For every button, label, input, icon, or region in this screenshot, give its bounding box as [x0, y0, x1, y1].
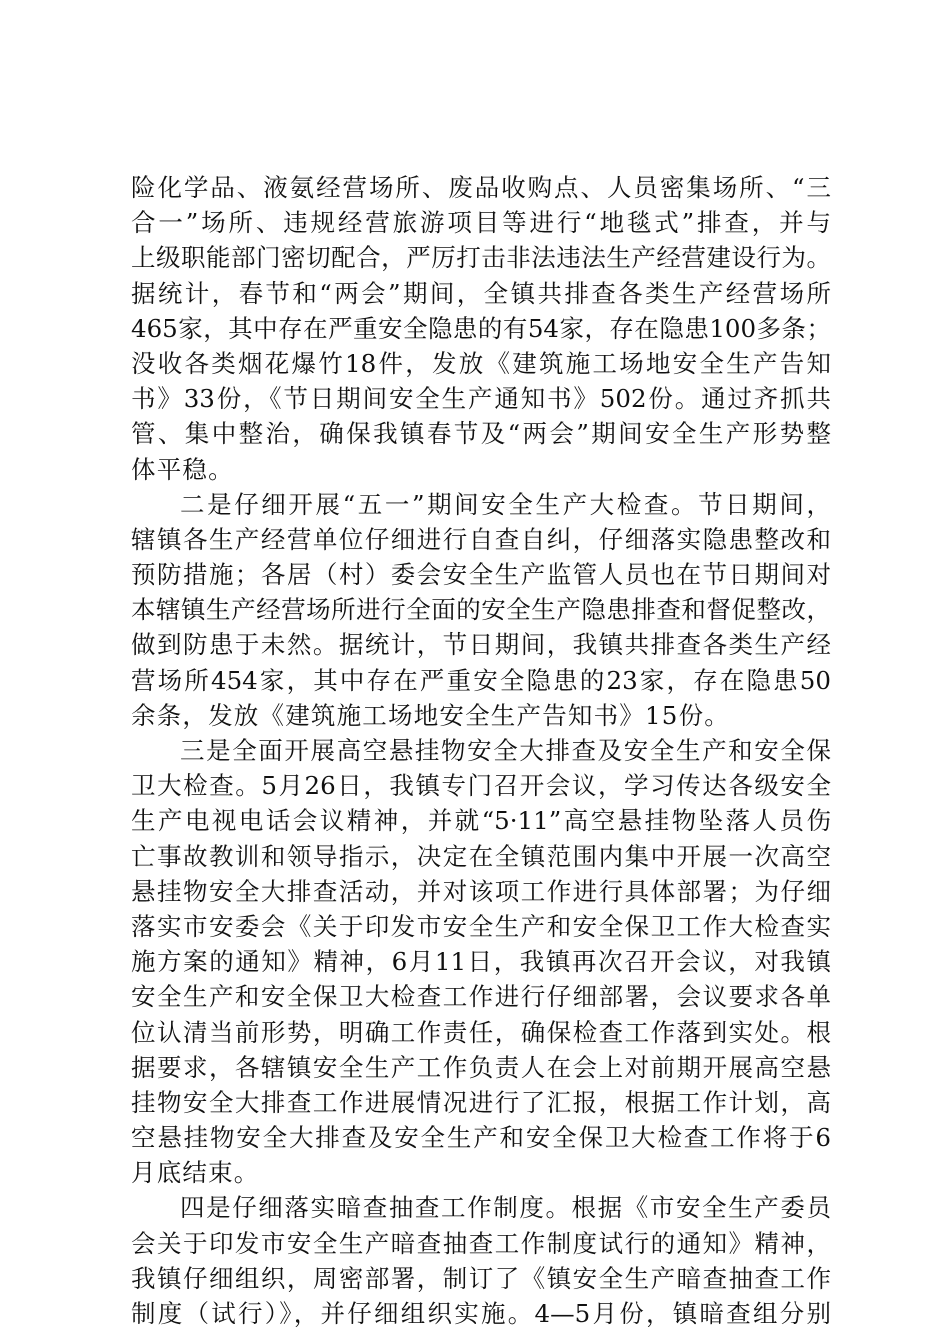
- text-line: 制度（试行）》，并仔细组织实施。4—5月份，镇暗查组分别: [131, 1299, 831, 1328]
- text-line: 会关于印发市安全生产暗查抽查工作制度试行的通知》精神，: [131, 1228, 831, 1258]
- text-line: 我镇仔细组织，周密部署，制订了《镇安全生产暗查抽查工作: [131, 1263, 831, 1293]
- text-line: 合一”场所、违规经营旅游项目等进行“地毯式”排查，并与: [131, 208, 831, 238]
- text-line: 书》33份，《节日期间安全生产通知书》502份。通过齐抓共: [131, 384, 831, 414]
- text-line: 安全生产和安全保卫大检查工作进行仔细部署，会议要求各单: [131, 982, 831, 1012]
- body-text: [131, 170, 831, 1331]
- text-line: 预防措施；各居（村）委会安全生产监管人员也在节日期间对: [131, 560, 831, 590]
- text-line: 空悬挂物安全大排查及安全生产和安全保卫大检查工作将于6: [131, 1123, 831, 1153]
- text-line: 管、集中整治，确保我镇春节及“两会”期间安全生产形势整: [131, 419, 831, 449]
- text-line: 做到防患于未然。据统计，节日期间，我镇共排查各类生产经: [131, 630, 831, 660]
- text-line: 体平稳。: [131, 454, 234, 484]
- text-line: 辖镇各生产经营单位仔细进行自查自纠，仔细落实隐患整改和: [131, 524, 831, 554]
- paragraph-first-line: 三是全面开展高空悬挂物安全大排查及安全生产和安全保: [180, 736, 831, 765]
- text-line: 本辖镇生产经营场所进行全面的安全生产隐患排查和督促整改，: [131, 595, 831, 625]
- paragraph-first-line: 四是仔细落实暗查抽查工作制度。根据《市安全生产委员: [180, 1193, 831, 1223]
- text-line: 生产电视电话会议精神，并就“5·11”高空悬挂物坠落人员伤: [131, 806, 831, 836]
- text-line: 据要求，各辖镇安全生产工作负责人在会上对前期开展高空悬: [131, 1052, 831, 1082]
- text-line: 挂物安全大排查工作进展情况进行了汇报，根据工作计划，高: [131, 1087, 831, 1117]
- paragraph-first-line: 二是仔细开展“五一”期间安全生产大检查。节日期间，: [180, 489, 831, 519]
- text-line: 月底结束。: [131, 1158, 260, 1188]
- text-line: 悬挂物安全大排查活动，并对该项工作进行具体部署；为仔细: [131, 876, 831, 906]
- text-line: 没收各类烟花爆竹18件，发放《建筑施工场地安全生产告知: [131, 348, 831, 378]
- text-line: 余条，发放《建筑施工场地安全生产告知书》15份。: [131, 700, 730, 730]
- text-line: 据统计，春节和“两会”期间，全镇共排查各类生产经营场所: [131, 278, 831, 308]
- text-line: 施方案的通知》精神，6月11日，我镇再次召开会议，对我镇: [131, 947, 831, 977]
- text-line: 465家，其中存在严重安全隐患的有54家，存在隐患100多条；: [131, 313, 831, 343]
- text-line: 落实市安委会《关于印发市安全生产和安全保卫工作大检查实: [131, 911, 831, 941]
- text-line: 亡事故教训和领导指示，决定在全镇范围内集中开展一次高空: [131, 841, 831, 871]
- text-line: 险化学品、液氨经营场所、废品收购点、人员密集场所、“三: [131, 173, 831, 202]
- text-line: 位认清当前形势，明确工作责任，确保检查工作落到实处。根: [131, 1017, 831, 1047]
- text-line: 卫大检查。5月26日，我镇专门召开会议，学习传达各级安全: [131, 771, 831, 801]
- text-line: 上级职能部门密切配合，严厉打击非法违法生产经营建设行为。: [131, 243, 831, 273]
- text-line: 营场所454家，其中存在严重安全隐患的23家，存在隐患50: [131, 665, 831, 695]
